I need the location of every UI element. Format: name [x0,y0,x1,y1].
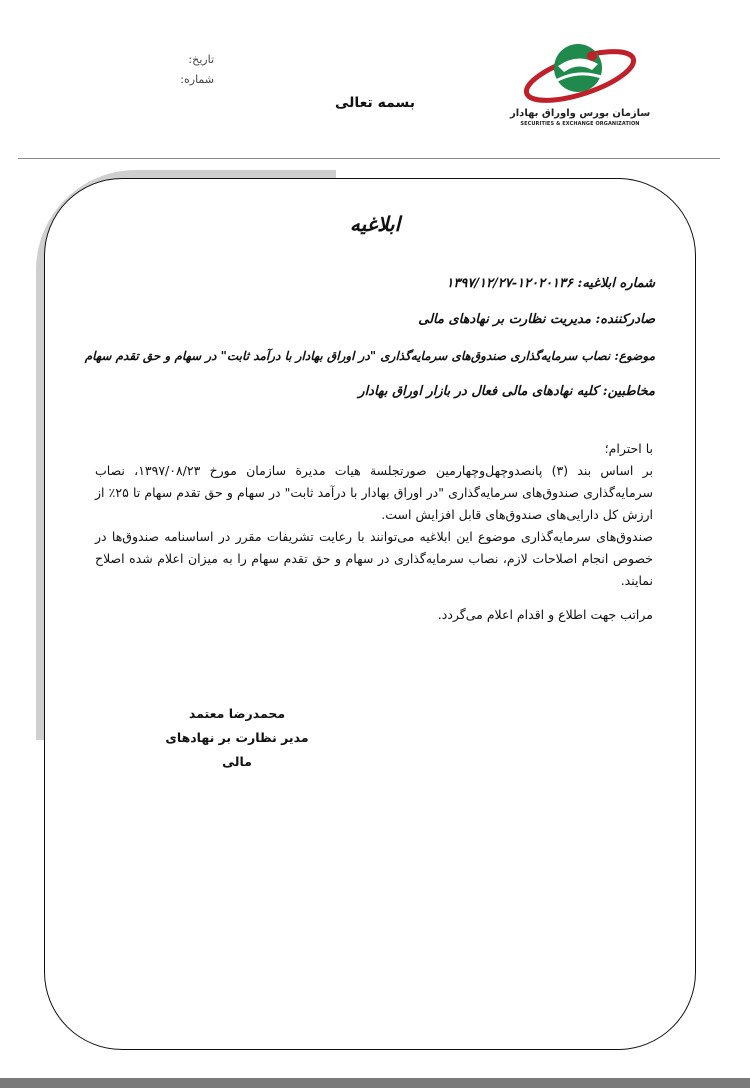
body-paragraph-2: صندوق‌های سرمایه‌گذاری موضوع این ابلاغیه می‌توانند با رعایت تشریفات مقرر در اساسنامه صندوق‌ها در خصوص انجام اصلاحات لازم، نصاب سرمایه‌گذاری در سهام و حق تقدم سهام را به میزان اعلام شده اصلاح نمایند. [95,529,653,588]
notice-subject: موضوع: نصاب سرمایه‌گذاری صندوق‌های سرمایه‌گذاری "در اوراق بهادار با درآمد ثابت" در سهام و حق تقدم سهام [84,349,655,363]
body-paragraph-1: بر اساس بند (۳) پانصدوچهل‌وچهارمین صورتجلسة هیات مدیرة سازمان مورخ ۱۳۹۷/۰۸/۲۳، نصاب سرمایه‌گذاری صندوق‌های سرمایه‌گذاری "در اوراق بهادار با درآمد ثابت" در سهام و حق تقدم سهام تا ۲۵٪ از ارزش کل دارایی‌های صندوق‌های قابل افزایش است. [95,463,654,522]
seo-logo [510,38,650,130]
notice-issuer: صادرکننده: مدیریت نظارت بر نهادهای مالی [418,312,655,327]
notice-number: شماره ابلاغیه: ۱۲۰۲۰۱۳۶-۱۳۹۷/۱۲/۲۷ [446,276,655,291]
header-divider [18,158,720,159]
logo-english-text: SECURITIES & EXCHANGE ORGANIZATION [520,121,640,127]
greeting: با احترام؛ [604,441,653,456]
signer-name: محمدرضا معتمد [188,706,286,721]
notice-recipients: مخاطبین: کلیه نهادهای مالی فعال در بازار اوراق بهادار [358,384,655,399]
notice-info [84,266,655,410]
signature-block [152,702,322,774]
page-bottom-edge [0,1078,750,1088]
letterhead [0,0,750,160]
logo-persian-text: سازمان بورس واوراق بهادار [510,108,651,119]
number-label: شماره: [180,73,214,86]
letter-meta [170,50,214,90]
basmala: بسمه تعالی [334,95,416,111]
closing-sentence: مراتب جهت اطلاع و اقدام اعلام می‌گردد. [437,607,653,622]
notice-body [95,438,653,626]
date-label: تاریخ: [188,53,214,66]
signer-title: مدیر نظارت بر نهادهای مالی [165,730,309,769]
document-title: ابلاغیه [349,212,401,236]
